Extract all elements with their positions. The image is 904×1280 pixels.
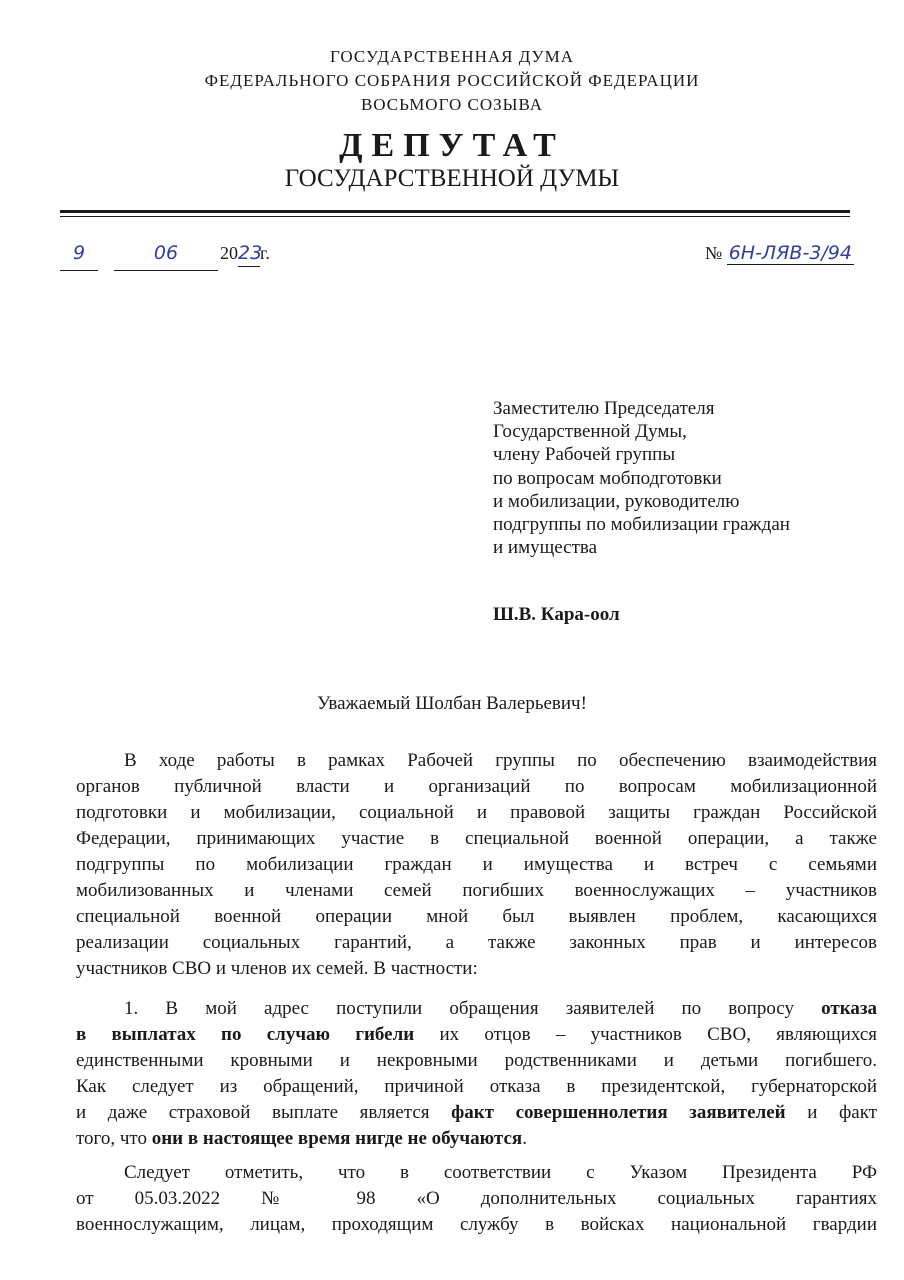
addressee-line: подгруппы по мобилизации граждан [493,514,790,536]
body-line: Федерации, принимающих участие в специальной военной операции, а также [76,828,877,849]
number-label: № [705,243,723,263]
letterhead-title: ДЕПУТАТ [339,127,565,164]
addressee-line: и мобилизации, руководителю [493,490,740,512]
body-line: специальной военной операции мной был выявлен проблем, касающихся [76,906,877,927]
registration-number [705,240,854,270]
body-text: 1. В мой адрес поступили обращения заявителей по вопросу [124,998,794,1019]
body-line: В ходе работы в рамках Рабочей группы по обеспечению взаимодействия [124,750,877,771]
body-text: того, что [76,1128,147,1149]
body-text: и даже страховой выплате является [76,1102,430,1123]
letterhead-rule-thick [60,210,850,213]
body-paragraph-3 [76,1160,877,1238]
date-day-field [60,240,98,271]
letterhead-subtitle: ГОСУДАРСТВЕННОЙ ДУМЫ [284,165,620,192]
body-line: военнослужащим, лицам, проходящим службу в войсках национальной гвардии [76,1214,877,1235]
org-line-3: ВОСЬМОГО СОЗЫВА [360,95,544,114]
body-line [76,1100,877,1126]
addressee-line: по вопросам мобподготовки [493,467,722,489]
body-line [76,996,877,1022]
date-day-value: 9 [72,242,86,264]
addressee-line: Заместителю Председателя [493,398,715,419]
greeting: Уважаемый Шолбан Валерьевич! [317,693,587,714]
body-line: подгруппы по мобилизации граждан и имущества и встреч с семьями [76,854,877,875]
body-line: мобилизованных и членами семей погибших военнослужащих – участников [76,880,877,901]
body-line: реализации социальных гарантий, а также законных прав и интересов [76,932,877,953]
body-line: Следует отметить, что в соответствии с Указом Президента РФ [124,1162,877,1183]
date-month-field [114,240,218,271]
emphasis-text: они в настоящее время нигде не обучаются [151,1128,523,1149]
body-line: от 05.03.2022 № 98 «О дополнительных социальных гарантиях [76,1188,877,1209]
letterhead-rule-thin [60,216,850,217]
date-year-suffix: 23 [238,240,260,267]
emphasis-text: факт совершеннолетия заявителей [451,1102,786,1123]
body-line [76,1022,877,1048]
body-text: и факт [807,1102,878,1123]
addressee-line: Государственной Думы, [493,421,687,443]
body-paragraph-2 [76,996,877,1152]
body-line: участников СВО и членов их семей. В частности: [76,958,478,979]
number-value: 6Н-ЛЯВ-3/94 [728,242,852,264]
body-line: подготовки и мобилизации, социальной и правовой защиты граждан Российской [76,802,877,823]
body-line: Как следует из обращений, причиной отказа в президентской, губернаторской [76,1076,877,1097]
body-line [76,1126,877,1152]
addressee-line: члену Рабочей группы [493,444,676,466]
org-line-2: ФЕДЕРАЛЬНОГО СОБРАНИЯ РОССИЙСКОЙ ФЕДЕРАЦИИ [204,71,700,90]
body-text: . [522,1128,527,1149]
addressee-line: и имущества [493,537,598,559]
body-paragraph-1 [76,748,877,982]
addressee-block [493,397,873,559]
body-line: единственными кровными и некровными родственниками и детьми погибшего. [76,1050,877,1071]
date-year-prefix: 20 [220,243,238,263]
date-year-unit: г. [260,243,270,263]
emphasis-text: в выплатах по случаю гибели [76,1024,415,1045]
emphasis-text: отказа [821,998,878,1019]
date-year-field [220,240,270,270]
date-month-value: 06 [153,242,179,264]
addressee-name: Ш.В. Кара-оол [493,604,620,625]
org-line-1: ГОСУДАРСТВЕННАЯ ДУМА [330,47,574,66]
body-text: их отцов – участников СВО, являющихся [439,1024,878,1045]
body-line: органов публичной власти и организаций по вопросам мобилизационной [76,776,877,797]
